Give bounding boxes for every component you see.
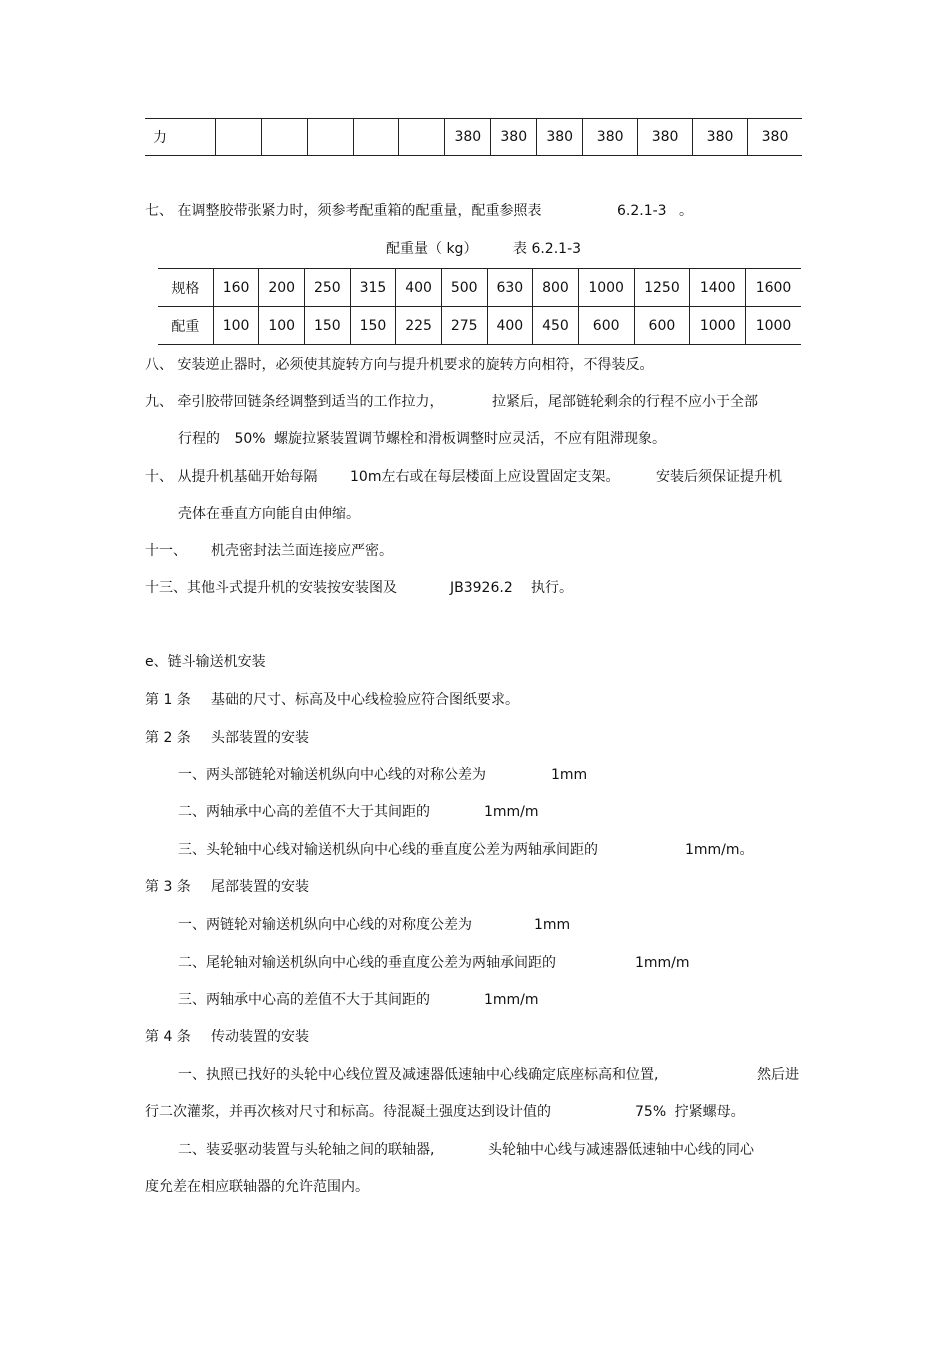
table-cell: 1600 [746, 269, 801, 307]
article-2-item-1-value: 1mm [551, 767, 588, 783]
table-cell [353, 119, 399, 156]
table-caption-right: 表 6.2.1-3 [513, 241, 582, 257]
table-cell: 500 [441, 269, 487, 307]
paragraph-text: 拧紧螺母。 [674, 1104, 745, 1120]
power-table [145, 118, 802, 156]
article-4-p2-b: 头轮轴中心线与减速器低速轴中心线的同心 [488, 1142, 754, 1158]
table-cell: 380 [748, 119, 803, 156]
table-cell: 450 [533, 307, 579, 345]
article-3-item-2: 二、尾轮轴对输送机纵向中心线的垂直度公差为两轴承间距的 [178, 955, 556, 971]
table-cell: 150 [305, 307, 351, 345]
table-caption-left: 配重量（ kg） [386, 241, 478, 257]
article-1-text: 基础的尺寸、标高及中心线检验应符合图纸要求。 [211, 692, 519, 708]
paragraph-9-c [178, 429, 666, 449]
table-cell: 100 [259, 307, 305, 345]
table-cell: 250 [305, 269, 351, 307]
table-cell: 600 [634, 307, 690, 345]
table-cell: 380 [445, 119, 491, 156]
article-3-item-1-value: 1mm [534, 917, 571, 933]
section-heading: e、链斗输送机安装 [145, 654, 266, 670]
paragraph-13-a: 十三、其他斗式提升机的安装按安装图及 [145, 580, 397, 596]
table-cell: 380 [537, 119, 583, 156]
table-cell: 600 [578, 307, 634, 345]
paragraph-text: 行程的 [178, 431, 220, 447]
table-cell: 配重 [158, 307, 213, 345]
article-4-p2-c: 度允差在相应联轴器的允许范围内。 [145, 1179, 369, 1195]
table-cell: 1000 [690, 307, 746, 345]
paragraph-10-b: 10m左右或在每层楼面上应设置固定支架。 [350, 469, 620, 485]
article-4-p1-a: 一、执照已找好的头轮中心线位置及减速器低速轴中心线确定底座标高和位置, [178, 1067, 659, 1083]
article-3-item-3-value: 1mm/m [484, 992, 539, 1008]
counterweight-table [158, 268, 801, 345]
article-3-item-1: 一、两链轮对输送机纵向中心线的对称度公差为 [178, 917, 472, 933]
article-2-item-2-value: 1mm/m [484, 804, 539, 820]
paragraph-9-a: 九、 牵引胶带回链条经调整到适当的工作拉力， [145, 394, 444, 410]
paragraph-13-c: 执行。 [531, 580, 573, 596]
table-cell: 275 [441, 307, 487, 345]
paragraph-10-a: 十、 从提升机基础开始每隔 [145, 469, 318, 485]
table-cell: 150 [350, 307, 396, 345]
paragraph-13-b: JB3926.2 [450, 580, 513, 596]
table-cell: 800 [533, 269, 579, 307]
table-cell: 1000 [746, 307, 801, 345]
table-cell: 630 [487, 269, 533, 307]
table-cell: 1000 [578, 269, 634, 307]
table-row [145, 119, 802, 156]
article-2-item-3-value: 1mm/m。 [685, 842, 754, 858]
article-2-item-1: 一、两头部链轮对输送机纵向中心线的对称公差为 [178, 767, 486, 783]
table-cell: 力 [145, 119, 215, 156]
table-cell: 规格 [158, 269, 213, 307]
percent-value: 75% [635, 1104, 667, 1120]
article-4-label: 第 4 条 [145, 1029, 191, 1045]
article-2-label: 第 2 条 [145, 730, 191, 746]
paragraph-text: 七、 在调整胶带张紧力时，须参考配重箱的配重量，配重参照表 [145, 203, 542, 219]
table-cell [307, 119, 353, 156]
table-cell: 380 [583, 119, 638, 156]
paragraph-end: 。 [679, 203, 694, 219]
article-4-p1-d [635, 1102, 745, 1122]
table-cell: 200 [259, 269, 305, 307]
table-cell: 400 [487, 307, 533, 345]
article-2-title: 头部装置的安装 [211, 730, 309, 746]
article-2-item-2: 二、两轴承中心高的差值不大于其间距的 [178, 804, 430, 820]
paragraph-10-d: 壳体在垂直方向能自由伸缩。 [178, 506, 360, 522]
table-reference: 6.2.1-3 [617, 203, 667, 219]
paragraph-7-ref [617, 201, 693, 221]
article-1-label: 第 1 条 [145, 692, 191, 708]
table-cell: 380 [693, 119, 748, 156]
paragraph-10-c: 安装后须保证提升机 [656, 469, 782, 485]
percent-value: 50% [234, 431, 266, 447]
table-cell: 160 [213, 269, 259, 307]
paragraph-9-b: 拉紧后，尾部链轮剩余的行程不应小于全部 [492, 394, 758, 410]
article-3-item-3: 三、两轴承中心高的差值不大于其间距的 [178, 992, 430, 1008]
table-row [158, 307, 801, 345]
article-3-label: 第 3 条 [145, 879, 191, 895]
table-cell [215, 119, 261, 156]
paragraph-11-a: 十一、 [145, 543, 187, 559]
table-cell: 315 [350, 269, 396, 307]
table-cell: 1400 [690, 269, 746, 307]
paragraph-8: 八、 安装逆止器时，必须使其旋转方向与提升机要求的旋转方向相符，不得装反。 [145, 357, 654, 373]
table-cell [399, 119, 445, 156]
article-4-p2-a: 二、装妥驱动装置与头轮轴之间的联轴器, [178, 1142, 435, 1158]
table-cell [261, 119, 307, 156]
table-cell: 100 [213, 307, 259, 345]
article-4-title: 传动装置的安装 [211, 1029, 309, 1045]
paragraph-7 [145, 201, 541, 221]
article-4-p1-c: 行二次灌浆，并再次核对尺寸和标高。待混凝土强度达到设计值的 [145, 1104, 551, 1120]
table-cell: 225 [396, 307, 442, 345]
article-3-item-2-value: 1mm/m [635, 955, 690, 971]
table-cell: 380 [491, 119, 537, 156]
article-3-title: 尾部装置的安装 [211, 879, 309, 895]
article-4-p1-b: 然后进 [757, 1067, 799, 1083]
article-2-item-3: 三、头轮轴中心线对输送机纵向中心线的垂直度公差为两轴承间距的 [178, 842, 598, 858]
table-row [158, 269, 801, 307]
paragraph-text: 螺旋拉紧装置调节螺栓和滑板调整时应灵活，不应有阻滞现象。 [274, 431, 667, 447]
table-cell: 380 [638, 119, 693, 156]
table-cell: 400 [396, 269, 442, 307]
paragraph-11-b: 机壳密封法兰面连接应严密。 [211, 543, 393, 559]
table-cell: 1250 [634, 269, 690, 307]
